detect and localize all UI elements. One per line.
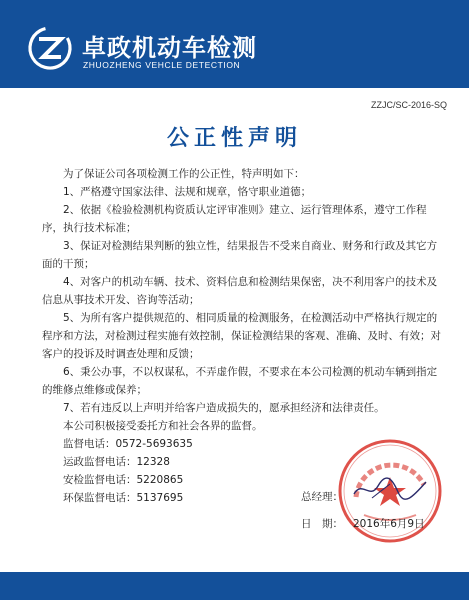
clause-4: 4、对客户的机动车辆、技术、资料信息和检测结果保密，决不利用客户的技术及信息从事技术开发、咨询等活动； [42,276,438,306]
manager-label: 总经理： [301,491,343,503]
contact-supervision-phone: 监督电话：0572-5693635 [63,438,193,450]
contact-safety-phone: 安检监督电话：5220865 [63,474,184,486]
company-logo-icon [26,24,74,72]
footer-banner [0,572,469,600]
clause-3: 3、保证对检测结果判断的独立性，结果报告不受来自商业、财务和行政及其它方面的干预； [42,240,438,270]
clause-6: 6、秉公办事，不以权谋私，不弄虚作假，不要求在本公司检测的机动车辆到指定的维修点维修或保养； [42,366,438,396]
clause-2: 2、依据《检验检测机构资质认定评审准则》建立、运行管理体系，遵守工作程序，执行技术标准； [42,204,427,234]
statement-body [42,165,446,507]
document-title: 公正性声明 [166,126,302,151]
date-value: 2016年6月9日 [353,518,425,530]
brand-name-chinese: 卓政机动车检测 [82,34,257,62]
clause-5: 5、为所有客户提供规范的、相同质量的检测服务，在检测活动中严格执行规定的程序和方法，对检测过程实施有效控制，保证检测结果的客观、准确、及时、有效；对客户的投诉及时调查处理和反馈； [42,312,441,360]
date-label: 日 期： [301,518,343,530]
header-banner [0,0,469,88]
clause-7: 7、若有违反以上声明并给客户造成损失的，愿承担经济和法律责任。 [63,402,385,414]
supervision-note: 本公司积极接受委托方和社会各界的监督。 [63,420,263,432]
contact-transport-phone: 运政监督电话：12328 [63,456,170,468]
brand-name-english: ZHUOZHENG VEHCLE DETECTION [83,60,241,70]
statement-intro: 为了保证公司各项检测工作的公正性，特声明如下： [63,168,305,180]
document-code: ZZJC/SC-2016-SQ [370,100,447,110]
clause-1: 1、严格遵守国家法律、法规和规章，恪守职业道德； [63,186,312,198]
contact-environment-phone: 环保监督电话：5137695 [63,492,184,504]
